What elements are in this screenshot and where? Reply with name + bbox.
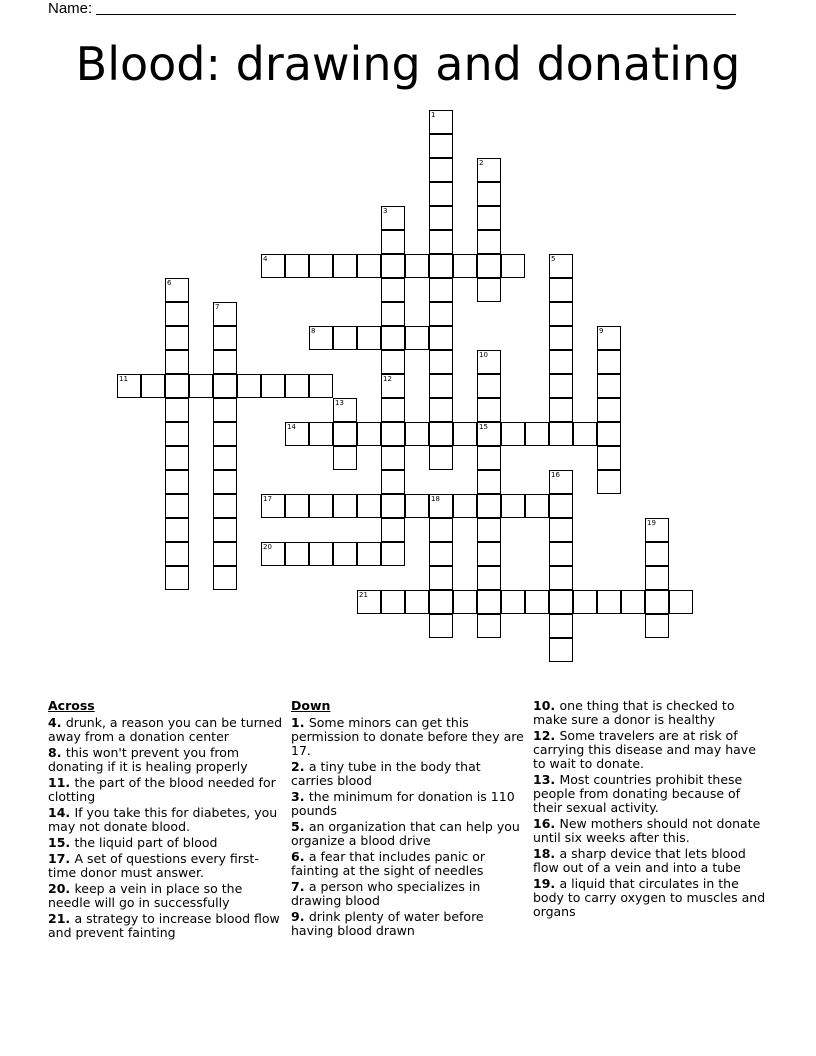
grid-cell[interactable] [429,446,453,470]
grid-cell[interactable] [477,254,501,278]
cell-number: 5 [551,255,556,263]
grid-cell[interactable] [429,518,453,542]
grid-cell[interactable] [597,350,621,374]
grid-cell[interactable] [405,422,429,446]
grid-cell[interactable] [597,422,621,446]
grid-cell[interactable] [573,422,597,446]
grid-cell[interactable] [333,254,357,278]
grid-cell[interactable] [477,206,501,230]
grid-cell[interactable] [285,254,309,278]
grid-cell[interactable] [213,302,237,326]
grid-cell[interactable] [381,542,405,566]
clue-text: the minimum for donation is 110 pounds [291,789,515,818]
grid-cell[interactable] [381,302,405,326]
grid-cell[interactable] [429,398,453,422]
down-clues-continued [533,699,768,921]
grid-cell[interactable] [381,422,405,446]
grid-cell[interactable] [549,518,573,542]
page-title: Blood: drawing and donating [75,37,741,91]
cell-number: 13 [335,399,344,407]
grid-cell[interactable] [333,446,357,470]
across-clue [48,806,283,834]
clue-number: 3. [291,789,309,804]
grid-cell[interactable] [165,302,189,326]
grid-cell[interactable] [477,470,501,494]
grid-cell[interactable] [165,398,189,422]
grid-cell[interactable] [453,254,477,278]
down-clue [533,817,768,845]
grid-cell[interactable] [213,446,237,470]
grid-cell[interactable] [453,422,477,446]
clue-number: 14. [48,805,75,820]
grid-cell[interactable] [381,518,405,542]
grid-cell[interactable] [261,254,285,278]
grid-cell[interactable] [213,326,237,350]
grid-cell[interactable] [645,542,669,566]
clue-text: this won't prevent you from donating if it is healing properly [48,745,248,774]
clue-text: one thing that is checked to make sure a donor is healthy [533,698,735,727]
clue-number: 13. [533,772,560,787]
grid-cell[interactable] [477,518,501,542]
cell-number: 20 [263,543,272,551]
grid-cell[interactable] [165,494,189,518]
grid-cell[interactable] [549,470,573,494]
clue-text: a sharp device that lets blood flow out of a vein and into a tube [533,846,746,875]
cell-number: 6 [167,279,172,287]
grid-cell[interactable] [477,374,501,398]
down-clue [291,716,526,758]
grid-cell[interactable] [549,638,573,662]
grid-cell[interactable] [333,326,357,350]
grid-cell[interactable] [549,614,573,638]
clue-number: 9. [291,909,309,924]
clue-text: a liquid that circulates in the body to carry oxygen to muscles and organs [533,876,766,919]
grid-cell[interactable] [213,398,237,422]
grid-cell[interactable] [285,494,309,518]
grid-cell[interactable] [477,230,501,254]
grid-cell[interactable] [549,566,573,590]
clue-number: 16. [533,816,560,831]
clue-number: 17. [48,851,75,866]
grid-cell[interactable] [381,590,405,614]
grid-cell[interactable] [477,542,501,566]
grid-cell[interactable] [381,494,405,518]
grid-cell[interactable] [357,542,381,566]
grid-cell[interactable] [429,206,453,230]
grid-cell[interactable] [429,158,453,182]
cell-number: 8 [311,327,316,335]
grid-cell[interactable] [429,566,453,590]
clue-text: a fear that includes panic or fainting at the sight of needles [291,849,486,878]
grid-cell[interactable] [549,302,573,326]
cell-number: 15 [479,423,488,431]
clue-text: Some minors can get this permission to donate before they are 17. [291,715,524,758]
grid-cell[interactable] [357,326,381,350]
clue-text: an organization that can help you organize a blood drive [291,819,520,848]
grid-cell[interactable] [597,326,621,350]
grid-cell[interactable] [165,326,189,350]
grid-cell[interactable] [645,566,669,590]
clue-text: Most countries prohibit these people from donating because of their sexual activity. [533,772,743,815]
grid-cell[interactable] [165,350,189,374]
grid-cell[interactable] [381,374,405,398]
grid-cell[interactable] [213,566,237,590]
grid-cell[interactable] [645,614,669,638]
grid-cell[interactable] [333,422,357,446]
clue-text: A set of questions every first-time donor must answer. [48,851,259,880]
across-clue [48,882,283,910]
grid-cell[interactable] [597,590,621,614]
grid-cell[interactable] [213,350,237,374]
grid-cell[interactable] [165,518,189,542]
grid-cell[interactable] [429,110,453,134]
down-clue [291,850,526,878]
grid-cell[interactable] [381,206,405,230]
grid-cell[interactable] [573,590,597,614]
grid-cell[interactable] [501,422,525,446]
grid-cell[interactable] [597,374,621,398]
clue-number: 1. [291,715,309,730]
clue-number: 11. [48,775,75,790]
cell-number: 4 [263,255,268,263]
grid-cell[interactable] [429,590,453,614]
grid-cell[interactable] [285,374,309,398]
grid-cell[interactable] [165,374,189,398]
grid-cell[interactable] [501,590,525,614]
cell-number: 2 [479,159,484,167]
clue-number: 5. [291,819,309,834]
grid-cell[interactable] [549,542,573,566]
grid-cell[interactable] [549,326,573,350]
grid-cell[interactable] [237,374,261,398]
grid-cell[interactable] [429,350,453,374]
clue-text: If you take this for diabetes, you may not donate blood. [48,805,278,834]
grid-cell[interactable] [477,446,501,470]
across-clue [48,852,283,880]
grid-cell[interactable] [477,494,501,518]
across-clue [48,912,283,940]
clue-number: 15. [48,835,75,850]
grid-cell[interactable] [213,494,237,518]
grid-cell[interactable] [453,590,477,614]
grid-cell[interactable] [165,566,189,590]
down-clue [291,820,526,848]
grid-cell[interactable] [309,422,333,446]
grid-cell[interactable] [669,590,693,614]
grid-cell[interactable] [549,350,573,374]
grid-cell[interactable] [261,494,285,518]
grid-cell[interactable] [165,422,189,446]
grid-cell[interactable] [645,590,669,614]
grid-cell[interactable] [429,182,453,206]
grid-cell[interactable] [549,422,573,446]
grid-cell[interactable] [429,254,453,278]
clue-number: 12. [533,728,560,743]
grid-cell[interactable] [477,590,501,614]
across-clues [48,699,283,942]
grid-cell[interactable] [261,542,285,566]
clue-text: a tiny tube in the body that carries blood [291,759,481,788]
grid-cell[interactable] [405,590,429,614]
grid-cell[interactable] [381,446,405,470]
down-clue [533,877,768,919]
clue-number: 20. [48,881,75,896]
grid-cell[interactable] [381,470,405,494]
down-clue [533,847,768,875]
cell-number: 21 [359,591,368,599]
clue-text: a strategy to increase blood flow and prevent fainting [48,911,280,940]
down-clue [533,729,768,771]
down-clue [291,910,526,938]
clue-text: drink plenty of water before having blood drawn [291,909,484,938]
grid-cell[interactable] [213,422,237,446]
grid-cell[interactable] [141,374,165,398]
grid-cell[interactable] [405,326,429,350]
grid-cell[interactable] [357,422,381,446]
clue-number: 19. [533,876,560,891]
grid-cell[interactable] [333,494,357,518]
grid-cell[interactable] [621,590,645,614]
grid-cell[interactable] [429,326,453,350]
clue-number: 4. [48,715,66,730]
cell-number: 17 [263,495,272,503]
across-clue [48,716,283,744]
grid-cell[interactable] [429,494,453,518]
grid-cell[interactable] [597,398,621,422]
grid-cell[interactable] [381,278,405,302]
clue-text: Some travelers are at risk of carrying this disease and may have to wait to donate. [533,728,756,771]
grid-cell[interactable] [213,470,237,494]
across-clue [48,776,283,804]
grid-cell[interactable] [477,182,501,206]
cell-number: 7 [215,303,220,311]
grid-cell[interactable] [501,494,525,518]
grid-cell[interactable] [429,302,453,326]
down-heading: Down [291,698,331,713]
grid-cell[interactable] [477,398,501,422]
grid-cell[interactable] [309,542,333,566]
clue-number: 7. [291,879,309,894]
grid-cell[interactable] [381,350,405,374]
down-clue [533,773,768,815]
down-clue [291,760,526,788]
grid-cell[interactable] [357,494,381,518]
grid-cell[interactable] [285,422,309,446]
grid-cell[interactable] [429,542,453,566]
cell-number: 12 [383,375,392,383]
clue-text: New mothers should not donate until six weeks after this. [533,816,761,845]
grid-cell[interactable] [357,590,381,614]
grid-cell[interactable] [549,278,573,302]
clue-text: a person who specializes in drawing blood [291,879,481,908]
grid-cell[interactable] [597,470,621,494]
cell-number: 14 [287,423,296,431]
grid-cell[interactable] [525,494,549,518]
grid-cell[interactable] [309,374,333,398]
grid-cell[interactable] [525,590,549,614]
grid-cell[interactable] [405,254,429,278]
grid-cell[interactable] [549,398,573,422]
grid-cell[interactable] [645,518,669,542]
grid-cell[interactable] [429,134,453,158]
grid-cell[interactable] [429,614,453,638]
grid-cell[interactable] [309,254,333,278]
grid-cell[interactable] [429,230,453,254]
grid-cell[interactable] [213,542,237,566]
grid-cell[interactable] [549,590,573,614]
down-clue [291,790,526,818]
name-label: Name: [48,0,93,17]
across-heading: Across [48,698,95,713]
grid-cell[interactable] [429,422,453,446]
grid-cell[interactable] [477,614,501,638]
grid-cell[interactable] [189,374,213,398]
grid-cell[interactable] [381,254,405,278]
clue-number: 10. [533,698,560,713]
cell-number: 3 [383,207,388,215]
grid-cell[interactable] [285,542,309,566]
clue-number: 8. [48,745,66,760]
grid-cell[interactable] [429,278,453,302]
clue-number: 6. [291,849,309,864]
grid-cell[interactable] [309,494,333,518]
grid-cell[interactable] [165,470,189,494]
down-clue [533,699,768,727]
clue-number: 21. [48,911,75,926]
down-clue [291,880,526,908]
grid-cell[interactable] [165,278,189,302]
across-clue [48,746,283,774]
cell-number: 9 [599,327,604,335]
grid-cell[interactable] [381,230,405,254]
grid-cell[interactable] [477,350,501,374]
clue-text: the part of the blood needed for clotting [48,775,276,804]
grid-cell[interactable] [165,446,189,470]
grid-cell[interactable] [477,158,501,182]
grid-cell[interactable] [477,422,501,446]
grid-cell[interactable] [117,374,141,398]
grid-cell[interactable] [213,374,237,398]
clue-number: 2. [291,759,309,774]
grid-cell[interactable] [549,254,573,278]
grid-cell[interactable] [477,566,501,590]
across-clue [48,836,283,850]
clue-number: 18. [533,846,560,861]
grid-cell[interactable] [165,542,189,566]
clue-text: keep a vein in place so the needle will go in successfully [48,881,243,910]
cell-number: 16 [551,471,560,479]
cell-number: 19 [647,519,656,527]
clue-text: the liquid part of blood [74,835,218,850]
grid-cell[interactable] [381,398,405,422]
clue-text: drunk, a reason you can be turned away from a donation center [48,715,283,744]
cell-number: 10 [479,351,488,359]
grid-cell[interactable] [261,374,285,398]
cell-number: 18 [431,495,440,503]
grid-cell[interactable] [525,422,549,446]
grid-cell[interactable] [357,254,381,278]
grid-cell[interactable] [405,494,429,518]
grid-cell[interactable] [429,374,453,398]
grid-cell[interactable] [549,494,573,518]
grid-cell[interactable] [333,398,357,422]
grid-cell[interactable] [597,446,621,470]
grid-cell[interactable] [477,278,501,302]
grid-cell[interactable] [309,326,333,350]
grid-cell[interactable] [333,542,357,566]
grid-cell[interactable] [549,374,573,398]
cell-number: 11 [119,375,128,383]
grid-cell[interactable] [381,326,405,350]
down-clues [291,699,526,940]
grid-cell[interactable] [213,518,237,542]
grid-cell[interactable] [453,494,477,518]
grid-cell[interactable] [501,254,525,278]
cell-number: 1 [431,111,436,119]
